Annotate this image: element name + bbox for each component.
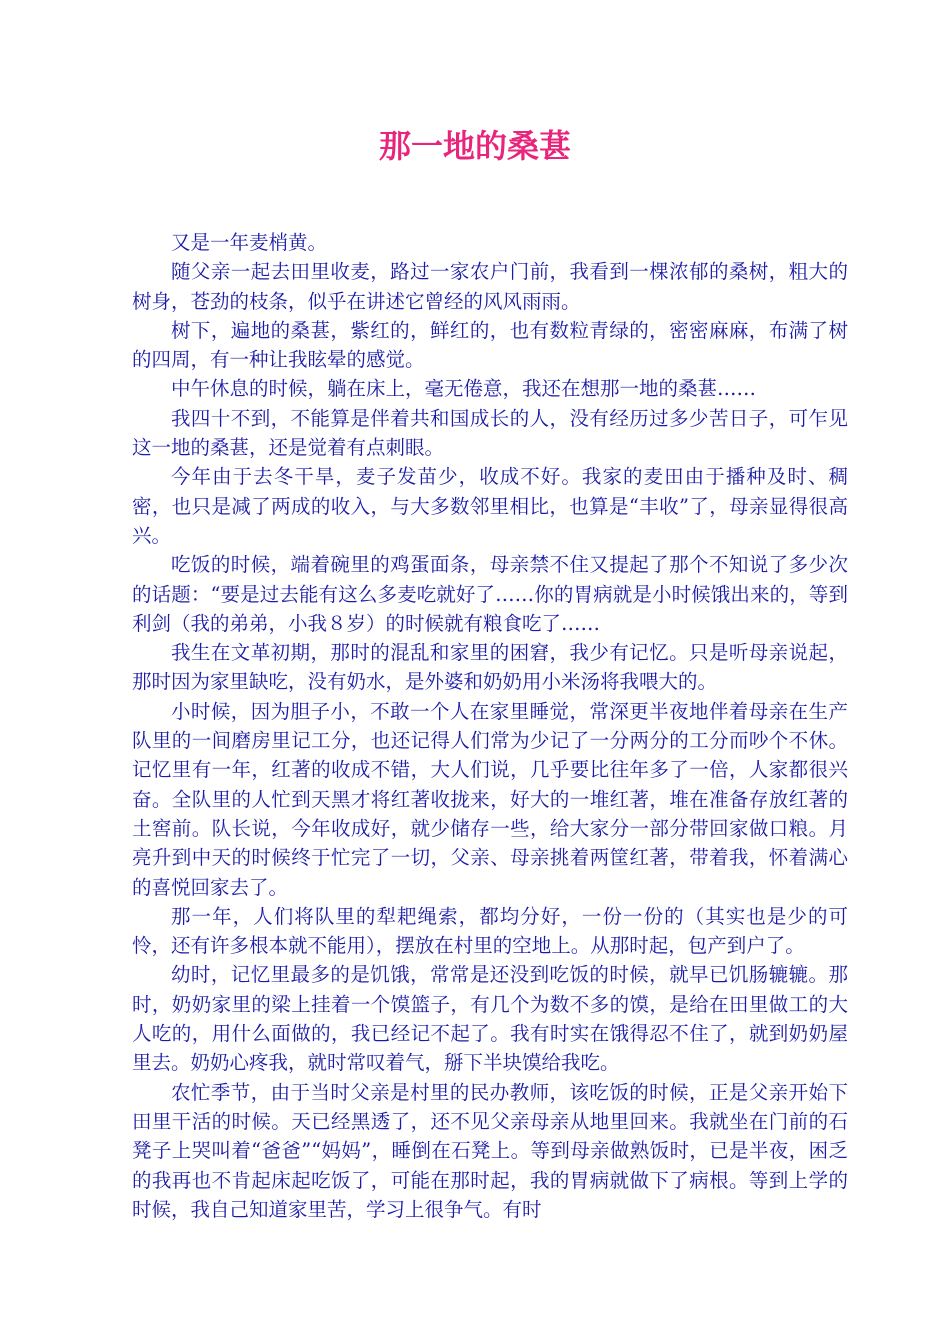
paragraph-10: 那一年，人们将队里的犁耙绳索，都均分好，一份一份的（其实也是少的可怜，还有许多根本就不能用），摆放在村里的空地上。从那时起，包产到户了。 [132, 904, 848, 958]
paragraph-1: 又是一年麦梢黄。 [171, 231, 328, 254]
paragraph-2: 随父亲一起去田里收麦，路过一家农户门前，我看到一棵浓郁的桑树，粗大的树身，苍劲的枝条，似乎在讲述它曾经的风风雨雨。 [132, 260, 848, 313]
paragraph-7: 吃饭的时候，端着碗里的鸡蛋面条，母亲禁不住又提起了那个不知说了多少次的话题：“要是过去能有这么多麦吃就好了……你的胃病就是小时候饿出来的，等到利剑（我的弟弟，小我８岁）的时候就有粮食吃了…… [132, 553, 848, 635]
document-title: 那一地的桑葚 [378, 127, 571, 165]
paragraph-3: 树下，遍地的桑葚，紫红的，鲜红的，也有数粒青绿的，密密麻麻，布满了树的四周，有一种让我眩晕的感觉。 [132, 318, 848, 372]
paragraph-5: 我四十不到，不能算是伴着共和国成长的人，没有经历过多少苦日子，可乍见这一地的桑葚，还是觉着有点刺眼。 [132, 406, 848, 460]
paragraph-8: 我生在文革初期，那时的混乱和家里的困窘，我少有记忆。只是听母亲说起，那时因为家里缺吃，没有奶水，是外婆和奶奶用小米汤将我喂大的。 [132, 641, 848, 694]
paragraph-9: 小时候，因为胆子小，不敢一个人在家里睡觉，常深更半夜地伴着母亲在生产队里的一间磨房里记工分，也还记得人们常为少记了一分两分的工分而吵个不休。记忆里有一年，红著的收成不错，大人们说，几乎要比往年多了一倍，人家都很兴奋。全队里的人忙到天黑才将红著收拢来，好大的一堆红著，堆在准备存放红著的土窖前。队长说，今年收成好，就少储存一些，给大家分一部分带回家做口粮。月亮升到中天的时候终于忙完了一切，父亲、母亲挑着两筐红著，带着我，怀着满心的喜悦回家去了。 [132, 699, 848, 899]
paragraph-4: 中午休息的时候，躺在床上，毫无倦意，我还在想那一地的桑葚…… [171, 377, 757, 401]
document-body [132, 228, 848, 1224]
paragraph-6: 今年由于去冬干旱，麦子发苗少，收成不好。我家的麦田由于播种及时、稠密，也只是减了两成的收入，与大多数邻里相比，也算是“丰收”了，母亲显得很高兴。 [132, 465, 848, 547]
paragraph-12: 农忙季节，由于当时父亲是村里的民办教师，该吃饭的时候，正是父亲开始下田里干活的时候。天已经黑透了，还不见父亲母亲从地里回来。我就坐在门前的石凳子上哭叫着“爸爸”“妈妈”，睡倒在石凳上。等到母亲做熟饭时，已是半夜，困乏的我再也不肯起床起吃饭了，可能在那时起，我的胃病就做下了病根。等到上学的时候，我自己知道家里苦，学习上很争气。有时 [132, 1080, 848, 1221]
paragraph-11: 幼时，记忆里最多的是饥饿，常常是还没到吃饭的时候，就早已饥肠辘辘。那时，奶奶家里的梁上挂着一个馍篮子，有几个为数不多的馍，是给在田里做工的大人吃的，用什么面做的，我已经记不起了。我有时实在饿得忍不住了，就到奶奶屋里去。奶奶心疼我，就时常叹着气，掰下半块馍给我吃。 [132, 963, 848, 1075]
